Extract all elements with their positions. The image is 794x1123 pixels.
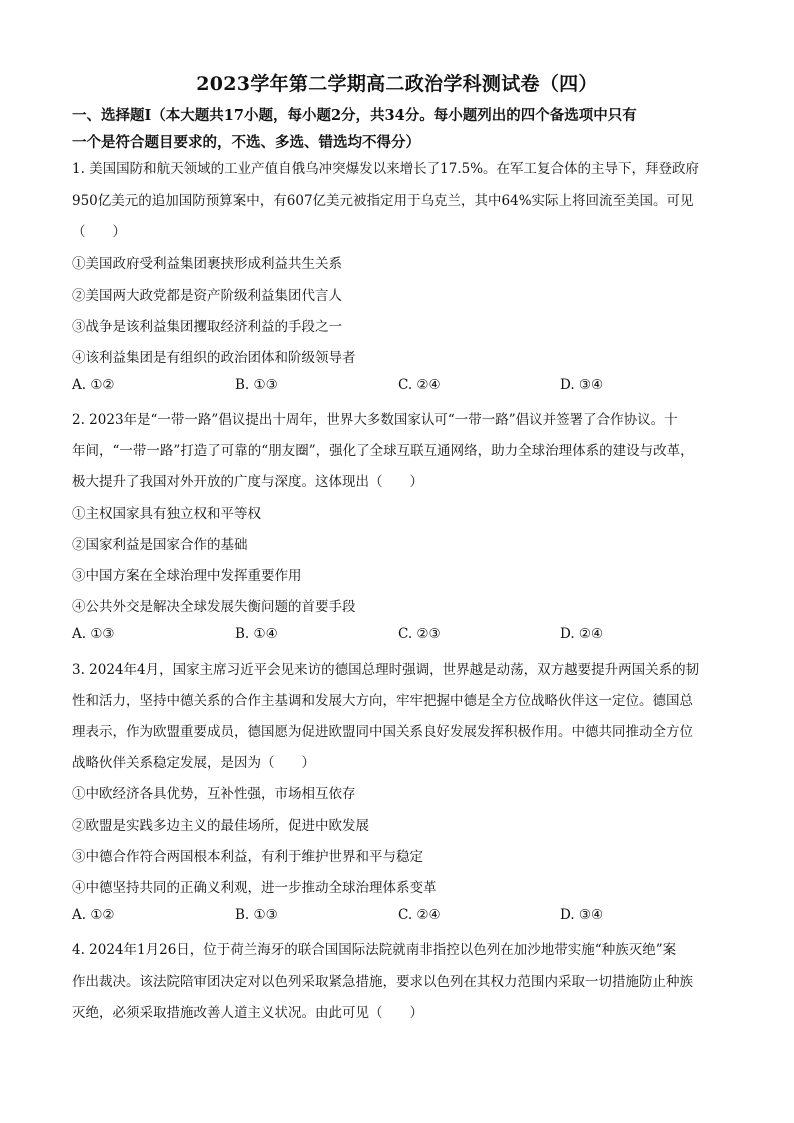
question-4-stem-line-3: 灭绝，必须采取措施改善人道主义状况。由此可见（ ）: [72, 1005, 423, 1021]
question-2-stem-line-1: 2. 2023年是“一带一路”倡议提出十周年，世界大多数国家认可“一带一路”倡议并签署了合作协议。十: [72, 412, 678, 428]
section-heading: [72, 102, 732, 156]
question-3-stem-line-4: 战略伙伴关系稳定发展，是因为（ ）: [72, 755, 315, 771]
question-1-option-a[interactable]: A. ①②: [72, 377, 115, 393]
question-3-options: [72, 907, 732, 927]
question-1-stem-line-3: （ ）: [72, 224, 126, 240]
question-2-item-2: ②国家利益是国家合作的基础: [72, 537, 248, 553]
question-2-option-c[interactable]: C. ②③: [398, 626, 441, 642]
exam-title: 2023学年第二学期高二政治学科测试卷（四）: [196, 73, 598, 95]
question-2-option-a[interactable]: A. ①③: [72, 626, 115, 642]
question-4-stem-line-1: 4. 2024年1月26日，位于荷兰海牙的联合国国际法院就南非指控以色列在加沙地带实施“种族灭绝”案: [72, 942, 677, 958]
question-2-item-1: ①主权国家具有独立权和平等权: [72, 506, 261, 522]
question-1-options: [72, 377, 732, 397]
question-3-item-1: ①中欧经济各具优势，互补性强，市场相互依存: [72, 786, 356, 802]
question-2-stem-line-2: 年间，“一带一路”打造了可靠的“朋友圈”，强化了全球互联互通网络，助力全球治理体系的建设与改革，: [72, 443, 694, 459]
question-1-item-3: ③战争是该利益集团攫取经济利益的手段之一: [72, 319, 342, 335]
section-heading-line-1: 一、选择题Ⅰ（本大题共17小题，每小题2分，共34分。每小题列出的四个备选项中只有: [72, 107, 637, 124]
question-3-item-3: ③中德合作符合两国根本利益，有利于维护世界和平与稳定: [72, 849, 423, 865]
question-3-stem-line-1: 3. 2024年4月，国家主席习近平会见来访的德国总理时强调，世界越是动荡，双方越要提升两国关系的韧: [72, 662, 700, 678]
question-1-item-1: ①美国政府受利益集团裹挟形成利益共生关系: [72, 256, 342, 272]
question-1-option-b[interactable]: B. ①③: [235, 377, 278, 393]
question-2-item-3: ③中国方案在全球治理中发挥重要作用: [72, 568, 302, 584]
question-1-stem-line-2: 950亿美元的追加国防预算案中，有607亿美元被指定用于乌克兰，其中64%实际上将回流至美国。可见: [72, 193, 694, 209]
question-1-option-d[interactable]: D. ③④: [560, 377, 604, 393]
question-4-stem-line-2: 作出裁决。该法院陪审团决定对以色列采取紧急措施，要求以色列在其权力范围内采取一切措施防止种族: [72, 974, 693, 990]
question-3-stem-line-2: 性和活力，坚持中德关系的合作主基调和发展大方向，牢牢把握中德是全方位战略伙伴这一定位。德国总: [72, 693, 693, 709]
question-1-item-2: ②美国两大政党都是资产阶级利益集团代言人: [72, 288, 342, 304]
question-3-stem-line-3: 理表示，作为欧盟重要成员，德国愿为促进欧盟同中国关系良好发展发挥积极作用。中德共同推动全方位: [72, 724, 693, 740]
question-1-item-4: ④该利益集团是有组织的政治团体和阶级领导者: [72, 350, 356, 366]
question-3-option-a[interactable]: A. ①②: [72, 907, 115, 923]
question-3-item-4: ④中德坚持共同的正确义利观，进一步推动全球治理体系变革: [72, 880, 437, 896]
question-3-option-c[interactable]: C. ②④: [398, 907, 441, 923]
question-2-option-b[interactable]: B. ①④: [235, 626, 278, 642]
question-3-option-b[interactable]: B. ①③: [235, 907, 278, 923]
question-2-option-d[interactable]: D. ②④: [560, 626, 604, 642]
question-2-item-4: ④公共外交是解决全球发展失衡问题的首要手段: [72, 599, 356, 615]
question-2-options: [72, 626, 732, 646]
section-heading-line-2: 一个是符合题目要求的，不选、多选、错选均不得分）: [72, 134, 420, 151]
question-1-stem-line-1: 1. 美国国防和航天领域的工业产值自俄乌冲突爆发以来增长了17.5%。在军工复合体的主导下，拜登政府: [72, 161, 700, 177]
question-3-option-d[interactable]: D. ③④: [560, 907, 604, 923]
question-1-option-c[interactable]: C. ②④: [398, 377, 441, 393]
question-2-stem-line-3: 极大提升了我国对外开放的广度与深度。这体现出（ ）: [72, 474, 423, 490]
question-3-item-2: ②欧盟是实践多边主义的最佳场所，促进中欧发展: [72, 818, 369, 834]
